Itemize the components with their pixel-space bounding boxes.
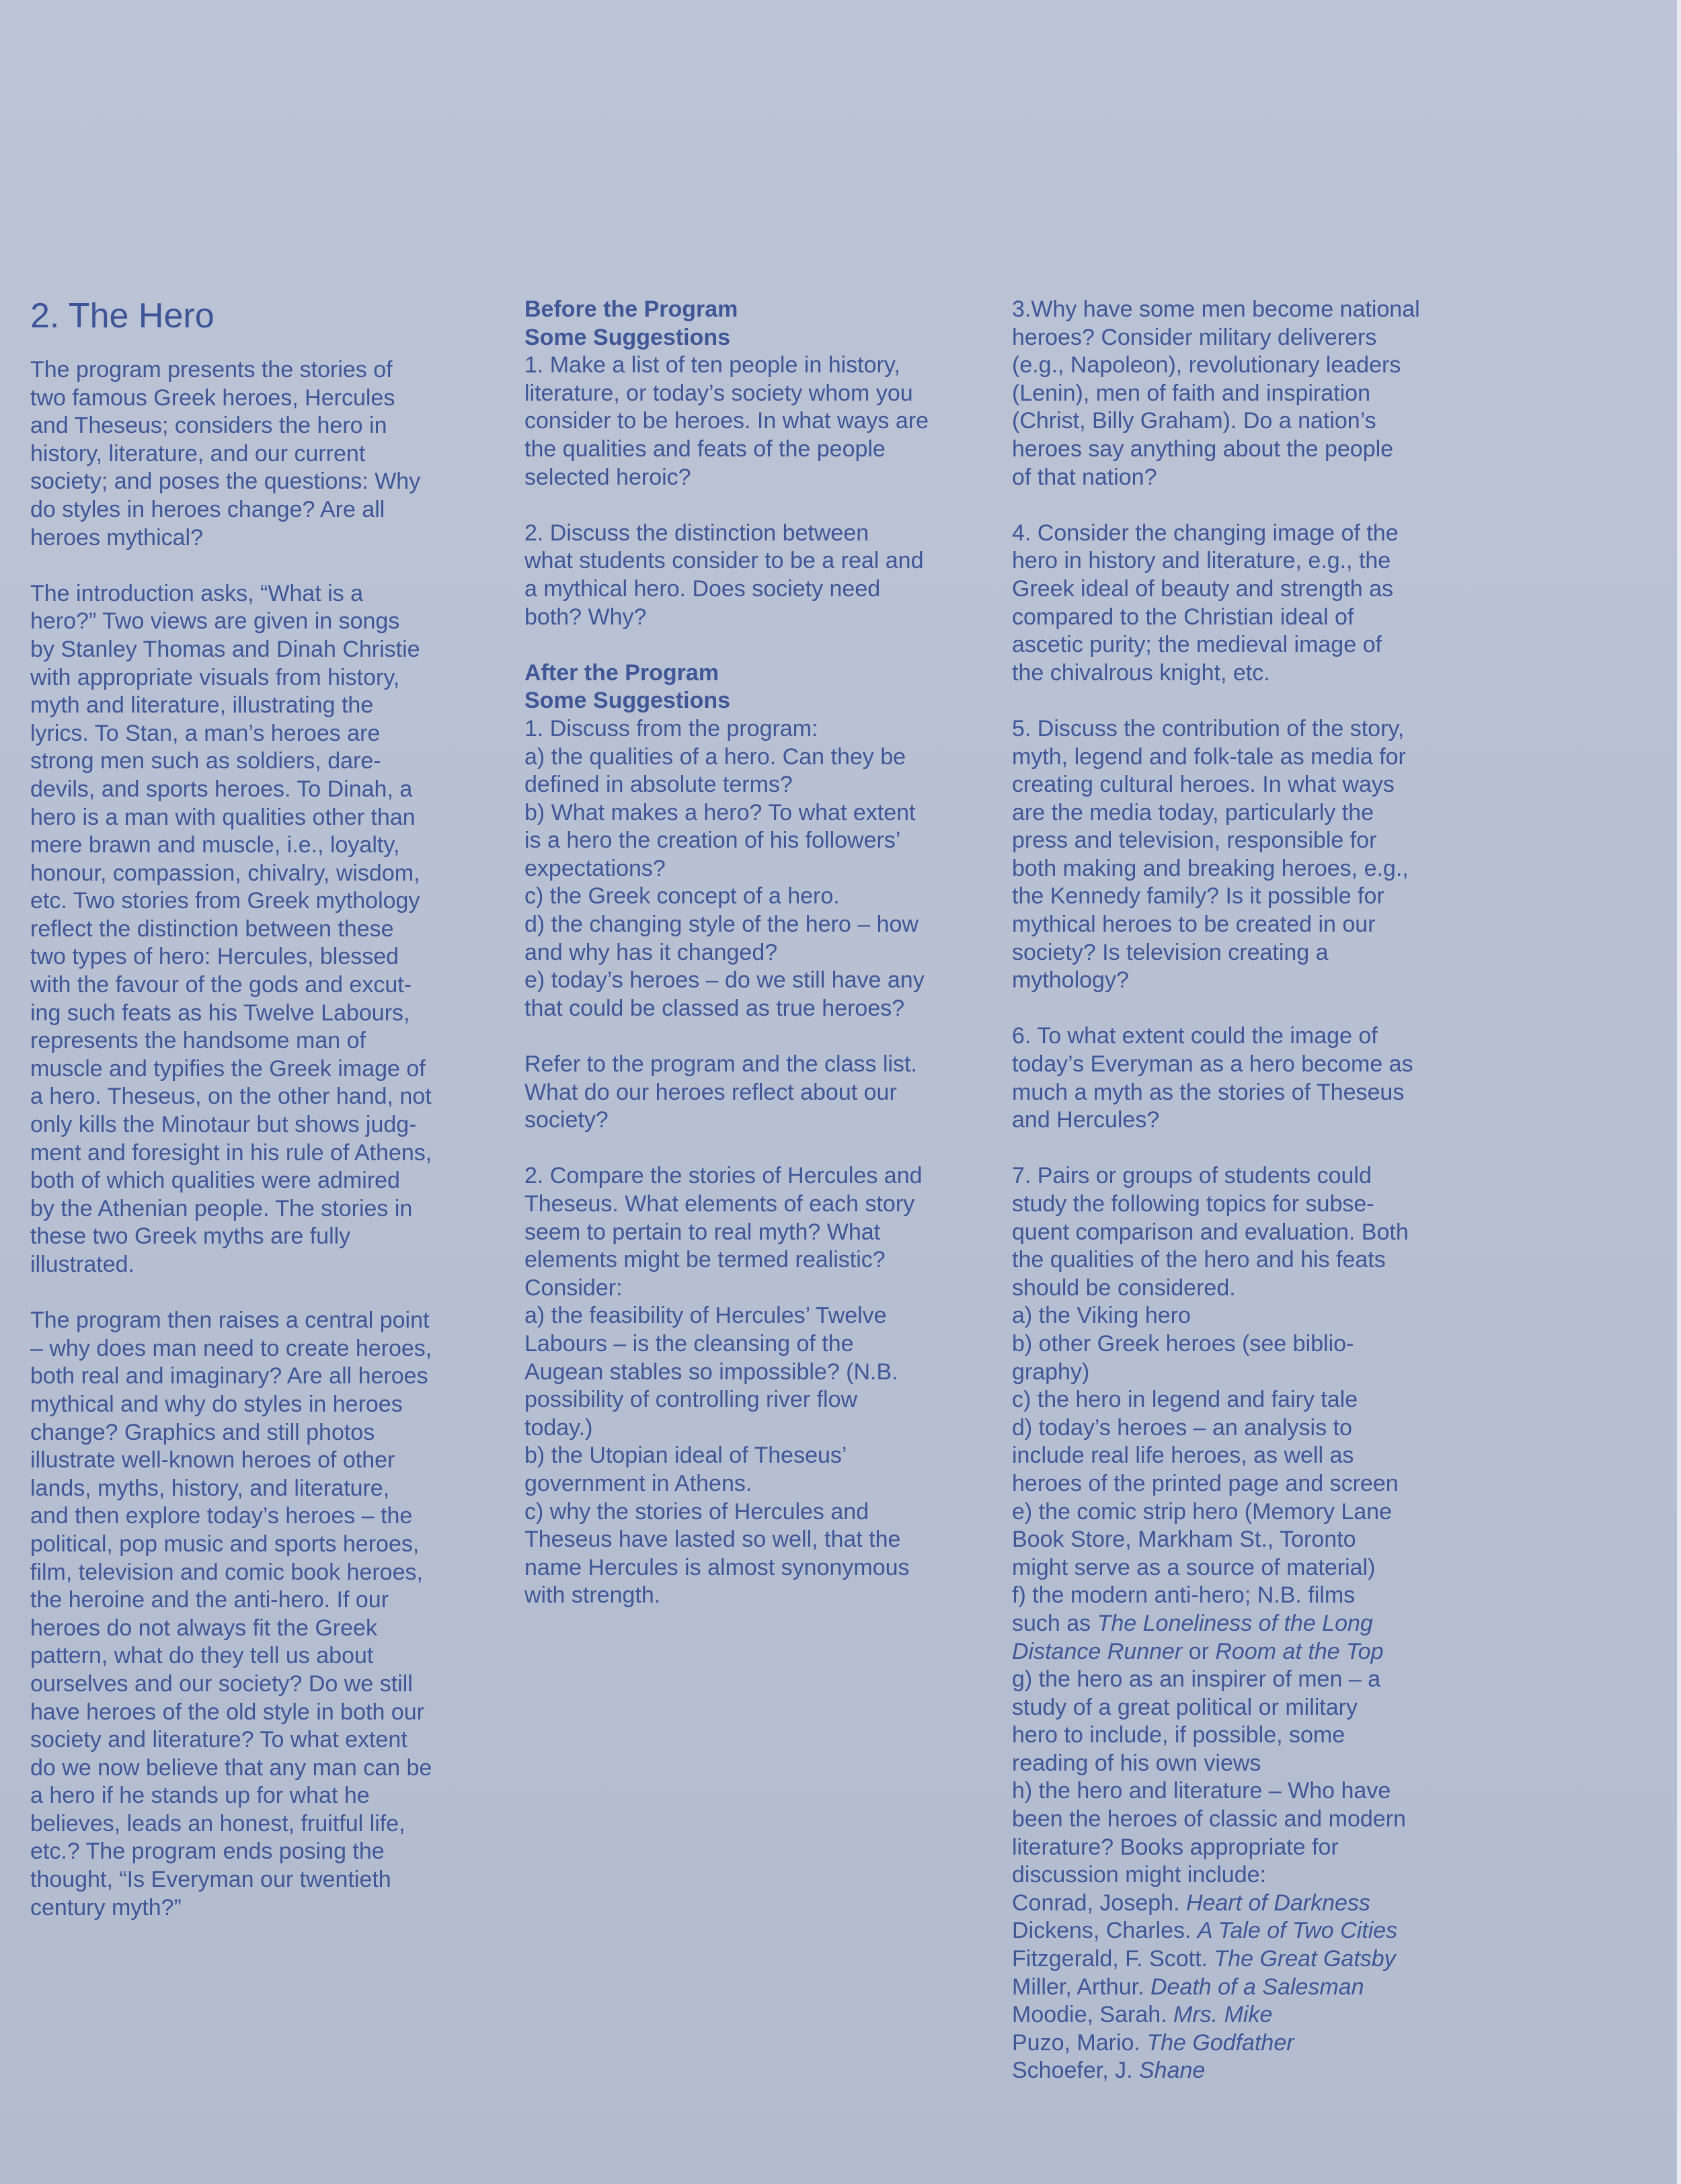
text-line: quent comparison and evaluation. Both <box>1012 1219 1409 1245</box>
text-line: 4. Consider the changing image of the <box>1012 520 1399 546</box>
text-line: two famous Greek heroes, Hercules <box>30 385 395 411</box>
question-7-items <box>1012 1162 1496 1582</box>
text-line: strong men such as soldiers, dare- <box>30 748 381 774</box>
anti-hero-such-as: such as <box>1012 1610 1097 1636</box>
text-line: government in Athens. <box>524 1470 752 1496</box>
text-line: political, pop music and sports heroes, <box>30 1531 420 1557</box>
text-line: (Lenin), men of faith and inspiration <box>1012 380 1370 406</box>
book-entry <box>1012 1945 1496 1974</box>
text-line: 2. Compare the stories of Hercules and <box>524 1163 923 1189</box>
text-line: myth and literature, illustrating the <box>30 692 374 719</box>
text-line: d) the changing style of the hero – how <box>524 912 918 938</box>
question-5 <box>1012 715 1496 995</box>
text-line: creating cultural heroes. In what ways <box>1012 772 1395 798</box>
book-entry <box>1012 1917 1496 1945</box>
text-line: represents the handsome man of <box>30 1028 366 1054</box>
anti-hero-line-1: f) the modern anti-hero; N.B. films <box>1012 1582 1356 1609</box>
text-line: illustrated. <box>30 1252 134 1277</box>
text-line: c) why the stories of Hercules and <box>524 1498 869 1525</box>
text-line: e) today’s heroes – do we still have any <box>524 967 925 994</box>
text-line: and why has it changed? <box>524 939 778 965</box>
after-program-heading <box>524 659 995 715</box>
text-line: both? Why? <box>524 604 647 630</box>
text-line: myth, legend and folk-tale as media for <box>1012 743 1406 770</box>
text-line: Theseus have lasted so well, that the <box>524 1527 901 1553</box>
text-line: have heroes of the old style in both our <box>30 1699 424 1725</box>
text-line: The program presents the stories of <box>30 357 393 382</box>
text-line: both of which qualities were admired <box>30 1168 400 1194</box>
text-line: do styles in heroes change? Are all <box>30 496 385 522</box>
text-line: b) What makes a hero? To what extent <box>524 799 916 825</box>
text-line: the chivalrous knight, etc. <box>1012 659 1270 686</box>
text-line: by the Athenian people. The stories in <box>30 1195 413 1221</box>
text-line: the Kennedy family? Is it possible for <box>1012 883 1384 909</box>
text-line: these two Greek myths are fully <box>30 1223 351 1250</box>
text-line: only kills the Minotaur but shows judg- <box>30 1112 417 1138</box>
text-line: devils, and sports heroes. To Dinah, a <box>30 776 413 802</box>
book-title: Shane <box>1139 2058 1206 2084</box>
text-line: change? Graphics and still photos <box>30 1419 375 1445</box>
text-line: The program then raises a central point <box>30 1307 430 1334</box>
text-line: Before the Program <box>524 296 738 322</box>
text-line: hero in history and literature, e.g., the <box>1012 548 1391 574</box>
text-line: ment and foresight in his rule of Athens, <box>30 1139 432 1166</box>
text-line: etc. Two stories from Greek mythology <box>30 888 420 914</box>
book-author: Conrad, Joseph. <box>1012 1890 1186 1916</box>
text-line: mythology? <box>1012 967 1129 994</box>
film-title-room-at-top: Room at the Top <box>1215 1638 1384 1664</box>
text-line: hero?” Two views are given in songs <box>30 608 400 635</box>
text-line: today’s Everyman as a hero become as <box>1012 1051 1413 1078</box>
text-line: what students consider to be a real and <box>524 548 924 574</box>
text-line: the heroine and the anti-hero. If our <box>30 1587 389 1613</box>
text-line: 1. Discuss from the program: <box>524 715 818 741</box>
text-line: society? Is television creating a <box>1012 939 1329 965</box>
text-line: muscle and typifies the Greek image of <box>30 1055 426 1082</box>
anti-hero-line-2 <box>1012 1610 1496 1638</box>
text-line: discussion might include: <box>1012 1862 1266 1888</box>
text-line: pattern, what do they tell us about <box>30 1643 374 1669</box>
text-line: reading of his own views <box>1012 1750 1261 1776</box>
text-line: a hero if he stands up for what he <box>30 1783 370 1809</box>
book-entry <box>1012 2029 1496 2058</box>
text-line: both making and breaking heroes, e.g., <box>1012 855 1409 881</box>
text-line: Some Suggestions <box>524 324 731 350</box>
text-line: history, literature, and our current <box>30 440 366 467</box>
anti-hero-or: or <box>1182 1638 1216 1664</box>
text-line: name Hercules is almost synonymous <box>524 1554 910 1580</box>
question-7-tail <box>1012 1666 1496 1890</box>
text-line: b) the Utopian ideal of Theseus’ <box>524 1443 847 1469</box>
text-line: expectations? <box>524 855 666 881</box>
text-line: century myth?” <box>30 1894 182 1920</box>
text-line: heroes? Consider military deliverers <box>1012 324 1377 350</box>
book-entry <box>1012 2001 1496 2029</box>
text-line: might serve as a source of material) <box>1012 1554 1376 1580</box>
text-line: 7. Pairs or groups of students could <box>1012 1163 1372 1189</box>
text-line: The introduction asks, “What is a <box>30 580 364 606</box>
text-line: b) other Greek heroes (see biblio- <box>1012 1330 1354 1357</box>
text-line: What do our heroes reflect about our <box>524 1079 897 1105</box>
text-line: heroes mythical? <box>30 524 204 551</box>
text-line: defined in absolute terms? <box>524 772 793 798</box>
text-line: both real and imaginary? Are all heroes <box>30 1363 428 1389</box>
book-author: Moodie, Sarah. <box>1012 2002 1174 2028</box>
film-title-distance-runner: Distance Runner <box>1012 1638 1183 1664</box>
refer-paragraph <box>524 1051 995 1135</box>
text-line: thought, “Is Everyman our twentieth <box>30 1867 391 1893</box>
text-line: graphy) <box>1012 1359 1090 1385</box>
text-line: Book Store, Markham St., Toronto <box>1012 1527 1356 1553</box>
book-author: Puzo, Mario. <box>1012 2029 1147 2056</box>
book-entry <box>1012 1890 1496 1918</box>
text-line: h) the hero and literature – Who have <box>1012 1778 1391 1804</box>
column-3 <box>1012 296 1496 2085</box>
book-title: Death of a Salesman <box>1150 1974 1364 2000</box>
text-line: study the following topics for subse- <box>1012 1191 1374 1217</box>
text-line: (Christ, Billy Graham). Do a nation’s <box>1012 408 1376 434</box>
text-line: lands, myths, history, and literature, <box>30 1475 390 1501</box>
text-line: include real life heroes, as well as <box>1012 1443 1354 1469</box>
text-line: lyrics. To Stan, a man’s heroes are <box>30 720 381 746</box>
question-6 <box>1012 1022 1496 1134</box>
text-line: c) the Greek concept of a hero. <box>524 883 840 909</box>
text-line: do we now believe that any man can be <box>30 1754 432 1781</box>
before-item-2 <box>524 520 995 631</box>
book-author: Fitzgerald, F. Scott. <box>1012 1946 1214 1972</box>
text-line: literature? Books appropriate for <box>1012 1834 1339 1860</box>
text-line: that could be classed as true heroes? <box>524 995 905 1021</box>
text-line: possibility of controlling river flow <box>524 1387 858 1413</box>
introduction-paragraph <box>30 580 501 1279</box>
text-line: a) the Viking hero <box>1012 1303 1191 1329</box>
text-line: honour, compassion, chivalry, wisdom, <box>30 860 420 886</box>
text-line: ascetic purity; the medieval image of <box>1012 632 1382 658</box>
text-line: a mythical hero. Does society need <box>524 575 881 602</box>
section-title: 2. The Hero <box>30 296 214 335</box>
text-line: with appropriate visuals from history, <box>30 664 400 690</box>
text-line: 6. To what extent could the image of <box>1012 1023 1378 1049</box>
text-line: Consider: <box>524 1275 623 1301</box>
text-line: ing such feats as his Twelve Labours, <box>30 1000 410 1026</box>
text-line: After the Program <box>524 659 719 686</box>
central-point-paragraph <box>30 1307 501 1922</box>
text-line: e) the comic strip hero (Memory Lane <box>1012 1498 1392 1525</box>
question-3 <box>1012 296 1496 491</box>
book-title: Heart of Darkness <box>1185 1890 1370 1916</box>
text-line: g) the hero as an inspirer of men – a <box>1012 1666 1381 1693</box>
text-line: hero is a man with qualities other than <box>30 804 416 830</box>
text-line: and Hercules? <box>1012 1107 1160 1133</box>
column-1 <box>30 296 501 1950</box>
book-title: The Godfather <box>1146 2029 1294 2056</box>
text-line: by Stanley Thomas and Dinah Christie <box>30 636 420 662</box>
text-line: c) the hero in legend and fairy tale <box>1012 1387 1358 1413</box>
book-entry <box>1012 2057 1496 2085</box>
text-line: society; and poses the questions: Why <box>30 469 421 495</box>
text-line: Greek ideal of beauty and strength as <box>1012 575 1394 602</box>
book-author: Schoefer, J. <box>1012 2058 1139 2084</box>
book-title: Mrs. Mike <box>1173 2002 1273 2028</box>
text-line: two types of hero: Hercules, blessed <box>30 944 399 970</box>
text-line: a hero. Theseus, on the other hand, not <box>30 1084 432 1110</box>
text-line: hero to include, if possible, some <box>1012 1722 1345 1748</box>
text-line: and Theseus; considers the hero in <box>30 413 387 439</box>
text-line: Refer to the program and the class list. <box>524 1051 917 1078</box>
text-line: is a hero the creation of his followers’ <box>524 827 901 854</box>
text-line: 1. Make a list of ten people in history, <box>524 352 900 378</box>
text-line: heroes of the printed page and screen <box>1012 1470 1399 1496</box>
anti-hero-line-3 <box>1012 1638 1496 1666</box>
text-line: heroes do not always fit the Greek <box>30 1615 377 1641</box>
text-line: mere brawn and muscle, i.e., loyalty, <box>30 832 400 858</box>
book-entry <box>1012 1974 1496 2002</box>
question-4 <box>1012 520 1496 688</box>
book-list <box>1012 1890 1496 2085</box>
text-line: (e.g., Napoleon), revolutionary leaders <box>1012 352 1401 378</box>
text-line: been the heroes of classic and modern <box>1012 1806 1406 1832</box>
text-line: and then explore today’s heroes – the <box>30 1503 413 1529</box>
text-line: the qualities of the hero and his feats <box>1012 1247 1386 1273</box>
after-item-2 <box>524 1162 995 1610</box>
text-line: a) the feasibility of Hercules’ Twelve <box>524 1303 887 1329</box>
before-program-heading <box>524 296 995 352</box>
film-title-loneliness: The Loneliness of the Long <box>1097 1610 1373 1636</box>
text-line: the qualities and feats of the people <box>524 436 886 462</box>
text-line: press and television, responsible for <box>1012 827 1377 854</box>
text-line: with the favour of the gods and excut- <box>30 972 412 998</box>
column-2 <box>524 296 995 1638</box>
text-line: d) today’s heroes – an analysis to <box>1012 1414 1352 1441</box>
text-line: society and literature? To what extent <box>30 1727 407 1753</box>
text-line: Some Suggestions <box>524 688 731 714</box>
book-author: Dickens, Charles. <box>1012 1918 1198 1944</box>
text-line: 3.Why have some men become national <box>1012 296 1420 322</box>
text-line: consider to be heroes. In what ways are <box>524 408 929 434</box>
text-line: study of a great political or military <box>1012 1694 1358 1720</box>
text-line: mythical and why do styles in heroes <box>30 1391 403 1417</box>
text-line: illustrate well-known heroes of other <box>30 1447 395 1473</box>
text-line: with strength. <box>524 1582 661 1609</box>
text-line: selected heroic? <box>524 464 691 490</box>
text-line: Augean stables so impossible? (N.B. <box>524 1359 898 1385</box>
book-author: Miller, Arthur. <box>1012 1974 1150 2000</box>
text-line: film, television and comic book heroes, <box>30 1559 423 1585</box>
text-line: believes, leads an honest, fruitful life, <box>30 1810 405 1836</box>
text-line: mythical heroes to be created in our <box>1012 912 1376 938</box>
text-line: heroes say anything about the people <box>1012 436 1394 462</box>
text-line: should be considered. <box>1012 1275 1236 1301</box>
text-line: much a myth as the stories of Theseus <box>1012 1079 1405 1105</box>
text-line: elements might be termed realistic? <box>524 1247 886 1273</box>
text-line: – why does man need to create heroes, <box>30 1335 432 1361</box>
book-title: The Great Gatsby <box>1214 1946 1396 1972</box>
text-line: literature, or today’s society whom you <box>524 380 913 406</box>
text-line: compared to the Christian ideal of <box>1012 604 1354 630</box>
question-7 <box>1012 1162 1496 2085</box>
page-edge <box>1677 0 1681 2184</box>
book-title: A Tale of Two Cities <box>1197 1918 1398 1944</box>
before-item-1 <box>524 352 995 491</box>
intro-paragraph <box>30 356 501 552</box>
text-line: reflect the distinction between these <box>30 916 394 942</box>
text-line: ourselves and our society? Do we still <box>30 1670 413 1697</box>
text-line: etc.? The program ends posing the <box>30 1838 385 1865</box>
text-line: a) the qualities of a hero. Can they be <box>524 743 906 770</box>
text-line: Theseus. What elements of each story <box>524 1191 915 1217</box>
text-line: of that nation? <box>1012 464 1157 490</box>
text-line: Labours – is the cleansing of the <box>524 1330 854 1357</box>
text-line: 2. Discuss the distinction between <box>524 520 869 546</box>
text-line: seem to pertain to real myth? What <box>524 1219 881 1245</box>
text-line: society? <box>524 1107 609 1133</box>
after-item-1 <box>524 715 995 1023</box>
text-line: are the media today, particularly the <box>1012 799 1374 825</box>
text-line: today.) <box>524 1414 593 1441</box>
text-line: 5. Discuss the contribution of the story, <box>1012 715 1405 741</box>
